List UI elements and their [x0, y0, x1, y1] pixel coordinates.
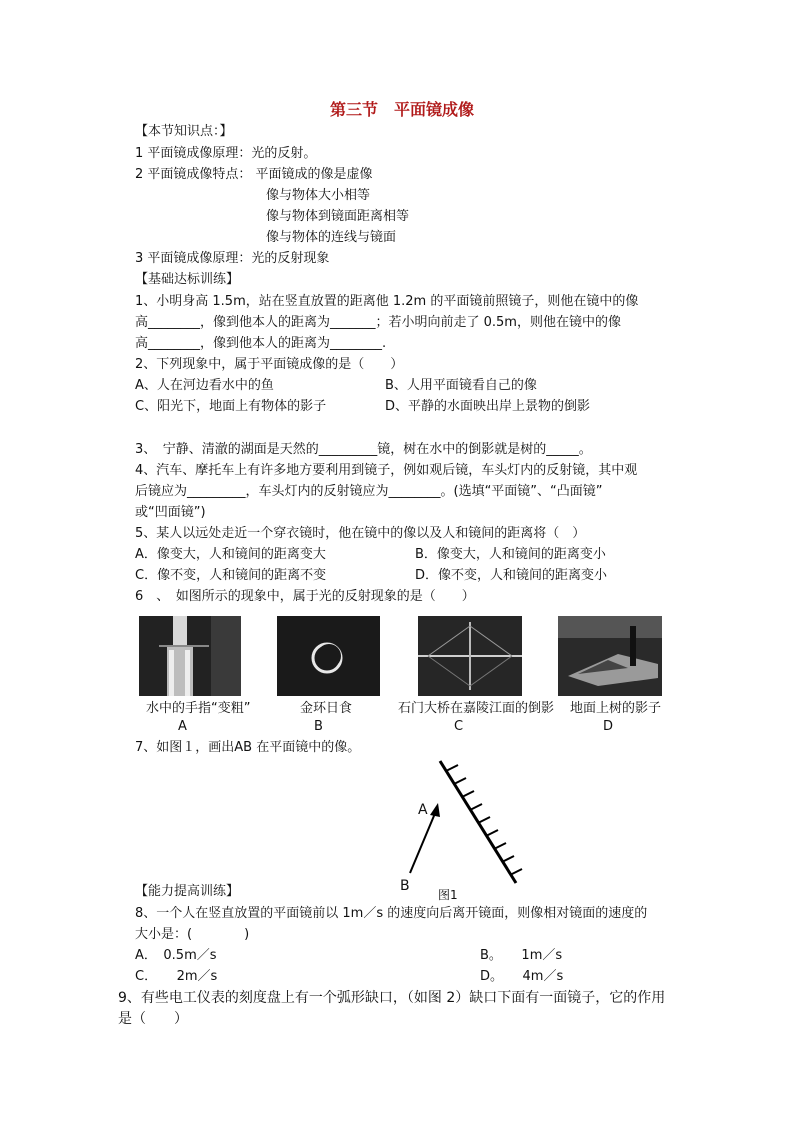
knowledge-line-2c: 像与物体到镜面距离相等: [266, 209, 410, 224]
question-8-option-c: C． 2m／s: [135, 969, 218, 984]
question-2: 2、下列现象中，属于平面镜成像的是（ ）: [135, 357, 404, 372]
question-8-line-a: 8、一个人在竖直放置的平面镜前以 1m／s 的速度向后离开镜面，则像相对镜面的速度的: [135, 906, 648, 921]
caption-letter-d: D: [603, 719, 614, 734]
figure-1-caption: 图1: [438, 888, 458, 902]
caption-letter-b: B: [314, 719, 323, 734]
question-5-option-b: B．像变大，人和镜间的距离变小: [415, 547, 606, 562]
question-8-option-b: B。 1m／s: [480, 948, 563, 963]
figure-label-a: A: [418, 802, 428, 818]
question-2-option-c: C、阳光下，地面上有物体的影子: [135, 399, 327, 414]
caption-letter-a: A: [178, 719, 187, 734]
question-5-option-d: D．像不变，人和镜间的距离变小: [415, 568, 608, 583]
question-3: 3、 宁静、清澈的湖面是天然的_________镜，树在水中的倒影就是树的_____。: [135, 442, 592, 457]
question-5-option-a: A．像变大，人和镜间的距离变大: [135, 547, 326, 562]
question-9-line-b: 是（ ）: [118, 1011, 188, 1027]
caption-b: 金环日食: [300, 701, 353, 716]
question-4-line-c: 或“凹面镜”): [135, 505, 206, 520]
knowledge-line-2: 2 平面镜成像特点： 平面镜成的像是虚像: [135, 167, 373, 182]
caption-c: 石门大桥在嘉陵江面的倒影: [398, 701, 555, 716]
question-8-option-d: D。 4m／s: [480, 969, 564, 984]
figure-1-mirror-diagram: [390, 755, 530, 900]
question-9-line-a: 9、有些电工仪表的刻度盘上有一个弧形缺口，（如图 2）缺口下面有一面镜子，它的作用: [118, 990, 666, 1006]
caption-d: 地面上树的影子: [570, 701, 662, 716]
question-5: 5、某人以远处走近一个穿衣镜时，他在镜中的像以及人和镜间的距离将（ ）: [135, 526, 586, 541]
photo-finger-in-water: [139, 616, 241, 696]
mirror-hatching: [446, 765, 522, 875]
question-4-line-b: 后镜应为_________，车头灯内的反射镜应为________。(选填“平面镜”、“凸面镜”: [135, 484, 603, 499]
question-8-line-b: 大小是：( ): [135, 927, 250, 942]
question-1-line-c: 高________，像到他本人的距离为________.: [135, 336, 387, 351]
question-7: 7、如图１，画出AB 在平面镜中的像。: [135, 740, 361, 755]
arrow-ab-head: [430, 803, 440, 817]
question-2-option-d: D、平静的水面映出岸上景物的倒影: [385, 399, 591, 414]
question-2-option-b: B、人用平面镜看自己的像: [385, 378, 537, 393]
page-title: 第三节 平面镜成像: [330, 100, 475, 119]
question-2-option-a: A、人在河边看水中的鱼: [135, 378, 274, 393]
knowledge-header: 【本节知识点：】: [135, 124, 233, 139]
photo-annular-eclipse: [277, 616, 380, 696]
caption-letter-c: C: [454, 719, 464, 734]
question-1-line-a: 1、小明身高 1.5m，站在竖直放置的距离他 1.2m 的平面镜前照镜子，则他在镜中的像: [135, 294, 639, 309]
advanced-header: 【能力提高训练】: [135, 884, 240, 899]
question-4-line-a: 4、汽车、摩托车上有许多地方要利用到镜子，例如观后镜，车头灯内的反射镜，其中观: [135, 463, 638, 478]
question-6: 6 、 如图所示的现象中，属于光的反射现象的是（ ）: [135, 589, 475, 604]
arrow-ab-shaft: [410, 811, 436, 873]
question-1-line-b: 高________，像到他本人的距离为_______；若小明向前走了 0.5m，则他在镜中的像: [135, 315, 621, 330]
knowledge-line-2b: 像与物体大小相等: [266, 188, 371, 203]
question-5-option-c: C．像不变，人和镜间的距离不变: [135, 568, 327, 583]
photo-bridge-reflection: [418, 616, 522, 696]
knowledge-line-1: 1 平面镜成像原理：光的反射。: [135, 146, 317, 161]
caption-a: 水中的手指“变粗”: [146, 701, 251, 716]
knowledge-line-2d: 像与物体的连线与镜面: [266, 230, 397, 245]
figure-label-b: B: [400, 878, 410, 894]
photo-tree-shadow: [558, 616, 662, 696]
knowledge-line-3: 3 平面镜成像原理：光的反射现象: [135, 251, 330, 266]
basic-header: 【基础达标训练】: [135, 272, 240, 287]
question-8-option-a: A． 0.5m／s: [135, 948, 217, 963]
